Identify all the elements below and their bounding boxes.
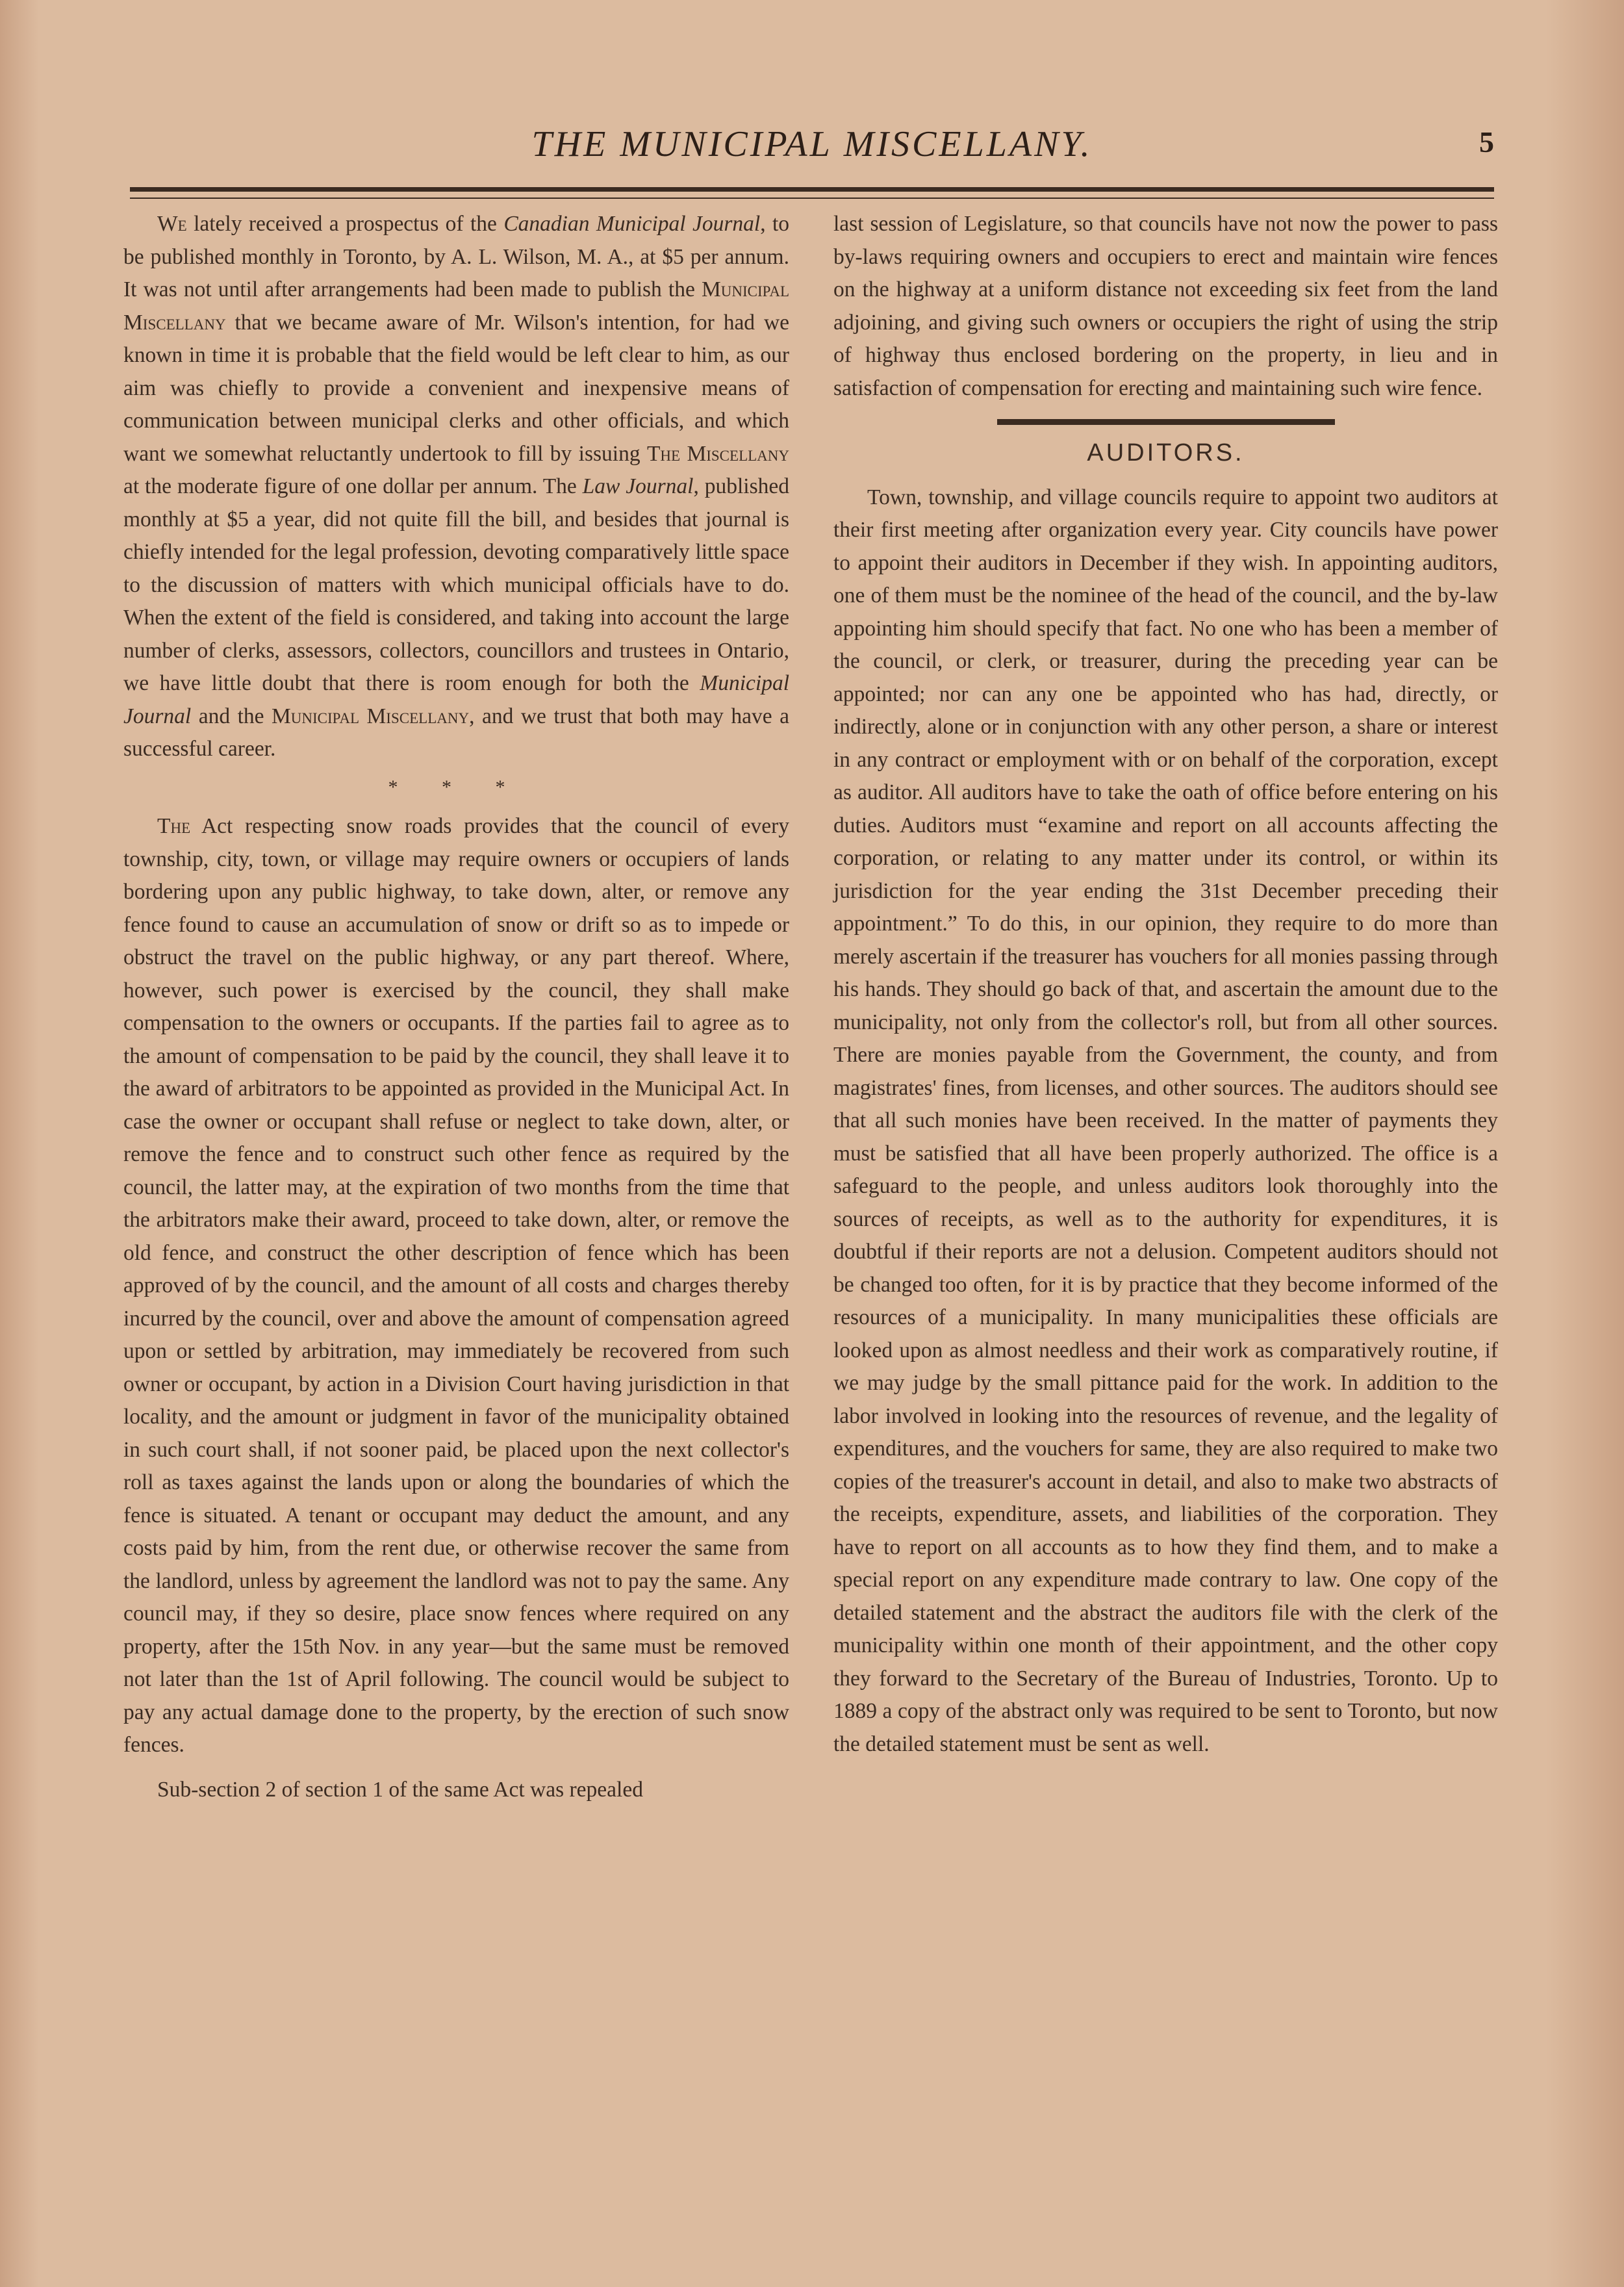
auditors-heading: AUDITORS. bbox=[1087, 439, 1245, 466]
paragraph-text: and the bbox=[198, 704, 264, 728]
paragraph-text: , and we trust that both may have a successful career. bbox=[123, 704, 790, 761]
paragraph-text: , published monthly at $5 a year, did not quite fill the bill, and besides that journal is chiefly intended for the legal profession, devoting comparatively little space to the discussion of matters with which municipal officials have to do. When the extent of the field is considered, and taking into account the large number of clerks, assessors, collectors, councillors and trustees in Ontario, we have little doubt that there is room enough for both the bbox=[123, 474, 789, 695]
lead-word: We bbox=[157, 212, 187, 236]
page-title: THE MUNICIPAL MISCELLANY. bbox=[531, 124, 1093, 164]
auditors-paragraph: Town, township, and village councils require to appoint two auditors at their first meeting after organization every year. City councils have power to appoint their auditors in December if they wish. In appointing auditors, one of them must be the nominee of the head of the council, and the by-law appointing him should specify that fact. No one who has been a member of the council, or clerk, or treasurer, during the preceding year can be appointed; nor can any one be appointed who has had, directly, or indirectly, alone or in conjunction with any other person, a share or interest in any contract or employment with or on behalf of the corporation, except as auditor. All auditors have to take the oath of office before entering on his duties. Auditors must “examine and report on all accounts affecting the corporation, or relating to any matter under its control, or within its jurisdiction for the year ending the 31st December preceding their appointment.” To do this, in our opinion, they require to do more than merely ascertain if the treasurer has vouchers for all monies passing through his hands. They should go back of that, and ascertain the amount due to the municipality, not only from the collector's roll, but from all other sources. There are monies payable from the Government, the county, and from magistrates' fines, from licenses, and other sources. The auditors should see that all such monies have been received. In the matter of payments they must be satisfied that all have been properly authorized. The office is a safeguard to the people, and unless auditors look thoroughly into the sources of receipts, as well as to the authority for expenditures, it is doubtful if their reports are not a delusion. Competent auditors should not be changed too often, for it is by practice that they become informed of the resources of a municipality. In many municipalities these officials are looked upon as almost needless and their work as comparatively routine, if we may judge by the small pittance paid for the work. In addition to the labor involved in looking into the resources of revenue, and the legality of expenditures, and the vouchers for same, they are also required to make two copies of the treasurer's account in detail, and also to make two abstracts of the receipts, expenditure, assets, and liabilities of the corporation. They have to report on all accounts as to how they find them, and to make a special report on any expenditure made contrary to law. One copy of the detailed statement and the abstract the auditors file with the clerk of the municipality within one month of their appointment, and the other copy they forward to the Secretary of the Bureau of Industries, Toronto. Up to 1889 a copy of the abstract only was required to be sent to Toronto, but now the detailed statement must be sent as well. bbox=[833, 485, 1498, 1756]
continued-paragraph: last session of Legislature, so that councils have not now the power to pass by-laws requiring owners and occupiers to erect and maintain wire fences on the highway at a uniform distance not exceeding six feet from the land adjoining, and giving such owners or occupiers the right of using the strip of highway thus enclosed bordering on the property, in lieu and in satisfaction of compensation for erecting and maintaining such wire fence. bbox=[833, 212, 1498, 400]
header-rule-thin bbox=[130, 198, 1494, 199]
paragraph-text: that we became aware of Mr. Wilson's intention, for had we known in time it is probable that the field would be left clear to him, as our aim was chiefly to provide a convenient and inexpensive means of communication between municipal clerks and other officials, and which want we somewhat reluctantly undertook to fill by issuing bbox=[123, 310, 790, 466]
publication-name: Municipal Miscellany bbox=[123, 277, 790, 335]
publication-name: Municipal Journal bbox=[123, 671, 790, 728]
publication-name: Municipal Miscellany bbox=[272, 704, 470, 728]
paragraph-text: lately received a prospectus of the bbox=[194, 212, 497, 236]
section-stars: * * * bbox=[388, 776, 525, 798]
paragraph-text: at the moderate figure of one dollar per annum. The bbox=[123, 474, 577, 498]
page-number: 5 bbox=[1479, 125, 1494, 159]
lead-word: The bbox=[157, 814, 191, 838]
publication-name: The Miscellany bbox=[646, 441, 789, 466]
publication-name: Law Journal bbox=[582, 474, 694, 498]
section-separator bbox=[997, 419, 1335, 425]
prospectus-paragraph bbox=[123, 208, 789, 766]
subsection-paragraph: Sub-section 2 of section 1 of the same Act was repealed bbox=[157, 1777, 643, 1802]
snow-roads-paragraph bbox=[123, 810, 789, 1762]
publication-name: Canadian Municipal Journal bbox=[503, 212, 761, 236]
paragraph-text: , to be published monthly in Toronto, by A. L. Wilson, M. A., at $5 per annum. It was not until after arrangements had been made to publish the bbox=[123, 212, 790, 301]
right-column bbox=[833, 208, 1498, 1761]
paragraph-text: Act respecting snow roads provides that the council of every township, city, town, or village may require owners or occupiers of lands bordering upon any public highway, to take down, alter, or remove any fence found to cause an accumulation of snow or drift so as to impede or obstruct the travel on the public highway, or any part thereof. Where, however, such power is exercised by the council, they shall make compensation to the owners or occupants. If the parties fail to agree as to the amount of compensation to be paid by the council, they shall leave it to the award of arbitrators to be appointed as provided in the Municipal Act. In case the owner or occupant shall refuse or neglect to take down, alter, or remove the fence and to construct such other fence as required by the council, the latter may, at the expiration of two months from the time that the arbitrators make their award, proceed to take down, alter, or remove the old fence, and construct the other description of fence which has been approved of by the council, and the amount of all costs and charges thereby incurred by the council, over and above the amount of compensation agreed upon or settled by arbitration, may immediately be recovered from such owner or occupant, by action in a Division Court having jurisdiction in that locality, and the amount or judgment in favor of the municipality obtained in such court shall, if not sooner paid, be placed upon the next collector's roll as taxes against the lands upon or along the boundaries of which the fence is situated. A tenant or occupant may deduct the amount, and any costs paid by him, from the rent due, or otherwise recover the same from the landlord, unless by agreement the landlord was not to pay the same. Any council may, if they so desire, place snow fences where required on any property, after the 15th Nov. in any year—but the same must be removed not later than the 1st of April following. The council would be subject to pay any actual damage done to the property, by the erection of such snow fences. bbox=[123, 814, 789, 1757]
masthead bbox=[130, 123, 1494, 175]
header-rule-thick bbox=[130, 187, 1494, 192]
left-column bbox=[123, 208, 789, 1806]
